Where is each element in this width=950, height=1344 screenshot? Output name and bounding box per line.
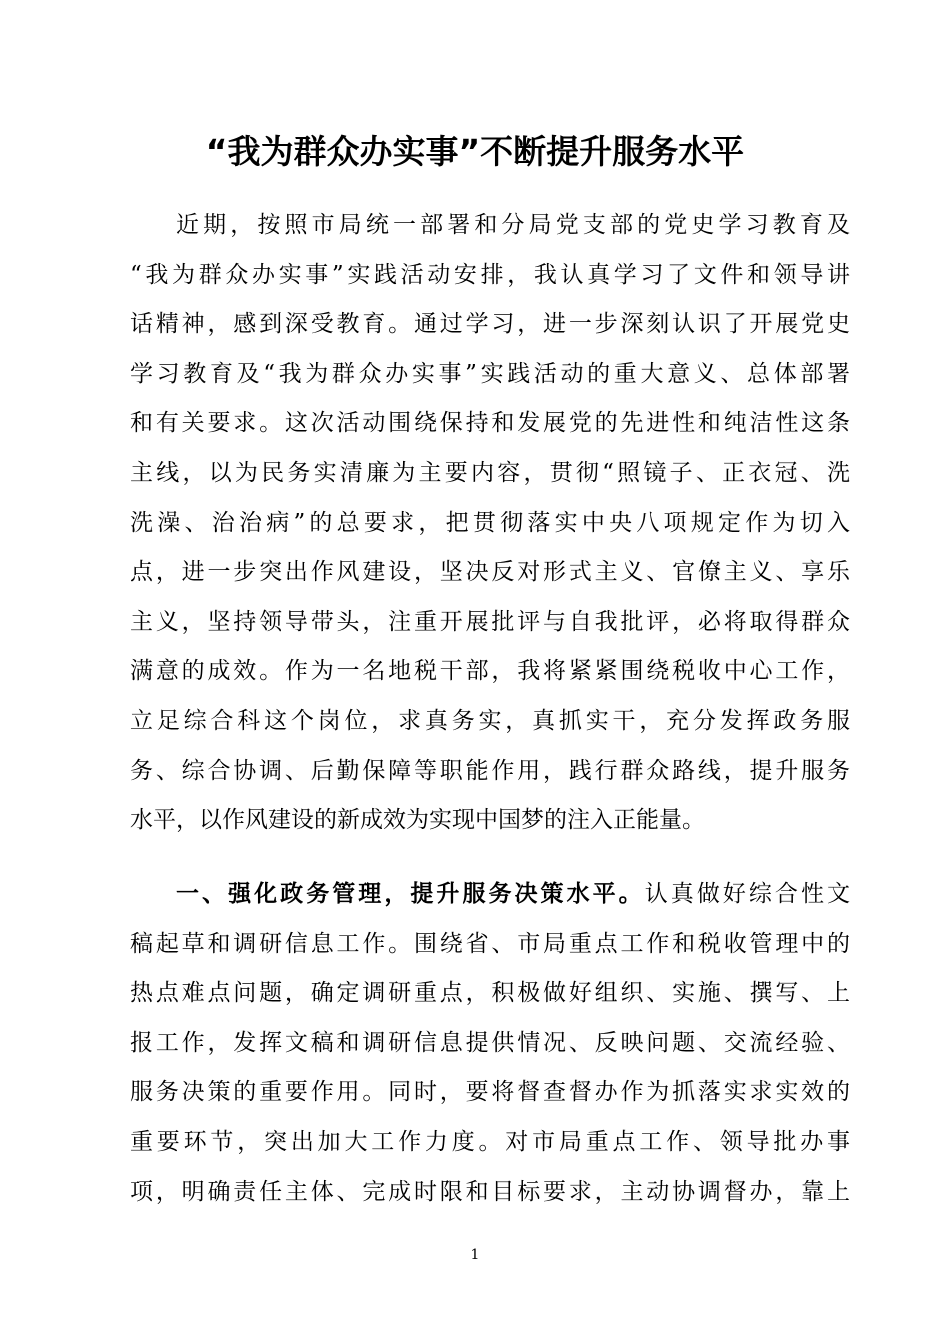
page-number: 1 bbox=[470, 1247, 480, 1263]
paragraph-line: 水平，以作风建设的新成效为实现中国梦的注入正能量。 bbox=[130, 807, 705, 834]
paragraph-line: 和有关要求。这次活动围绕保持和发展党的先进性和纯洁性这条 bbox=[130, 410, 850, 437]
paragraph-line: 报工作，发挥文稿和调研信息提供情况、反映问题、交流经验、 bbox=[130, 1029, 850, 1056]
paragraph-line: 学习教育及“我为群众办实事”实践活动的重大意义、总体部署 bbox=[130, 360, 850, 387]
paragraph-line: 话精神，感到深受教育。通过学习，进一步深刻认识了开展党史 bbox=[130, 311, 850, 338]
section-heading: 一、强化政务管理，提升服务决策水平。 bbox=[176, 881, 645, 907]
paragraph-intro bbox=[130, 201, 850, 846]
paragraph-line: 服务决策的重要作用。同时，要将督查督办作为抓落实求实效的 bbox=[130, 1079, 850, 1106]
paragraph-line: “我为群众办实事”实践活动安排，我认真学习了文件和领导讲 bbox=[130, 261, 850, 288]
paragraph-line: 点，进一步突出作风建设，坚决反对形式主义、官僚主义、享乐 bbox=[130, 559, 850, 586]
paragraph-line: 近期，按照市局统一部署和分局党支部的党史学习教育及 bbox=[176, 212, 850, 238]
paragraph-line: 满意的成效。作为一名地税干部，我将紧紧围绕税收中心工作， bbox=[130, 658, 850, 685]
paragraph-line: 立足综合科这个岗位，求真务实，真抓实干，充分发挥政务服 bbox=[130, 707, 850, 734]
paragraph-line: 务、综合协调、后勤保障等职能作用，践行群众路线，提升服务 bbox=[130, 757, 850, 784]
paragraph-section-one bbox=[130, 870, 850, 1217]
paragraph-first-line bbox=[130, 870, 850, 920]
document-title: “我为群众办实事”不断提升服务水平 bbox=[205, 132, 745, 171]
paragraph-line: 热点难点问题，确定调研重点，积极做好组织、实施、撰写、上 bbox=[130, 980, 850, 1007]
paragraph-line: 项，明确责任主体、完成时限和目标要求，主动协调督办，靠上 bbox=[130, 1178, 850, 1205]
paragraph-line: 稿起草和调研信息工作。围绕省、市局重点工作和税收管理中的 bbox=[130, 930, 850, 957]
paragraph-line: 主义，坚持领导带头，注重开展批评与自我批评，必将取得群众 bbox=[130, 608, 850, 635]
paragraph-line: 洗澡、治治病”的总要求，把贯彻落实中央八项规定作为切入 bbox=[130, 509, 850, 536]
paragraph-line: 主线，以为民务实清廉为主要内容，贯彻“照镜子、正衣冠、洗 bbox=[130, 459, 850, 486]
paragraph-line: 重要环节，突出加大工作力度。对市局重点工作、领导批办事 bbox=[130, 1128, 850, 1155]
section-heading-rest: 认真做好综合性文 bbox=[644, 881, 851, 907]
